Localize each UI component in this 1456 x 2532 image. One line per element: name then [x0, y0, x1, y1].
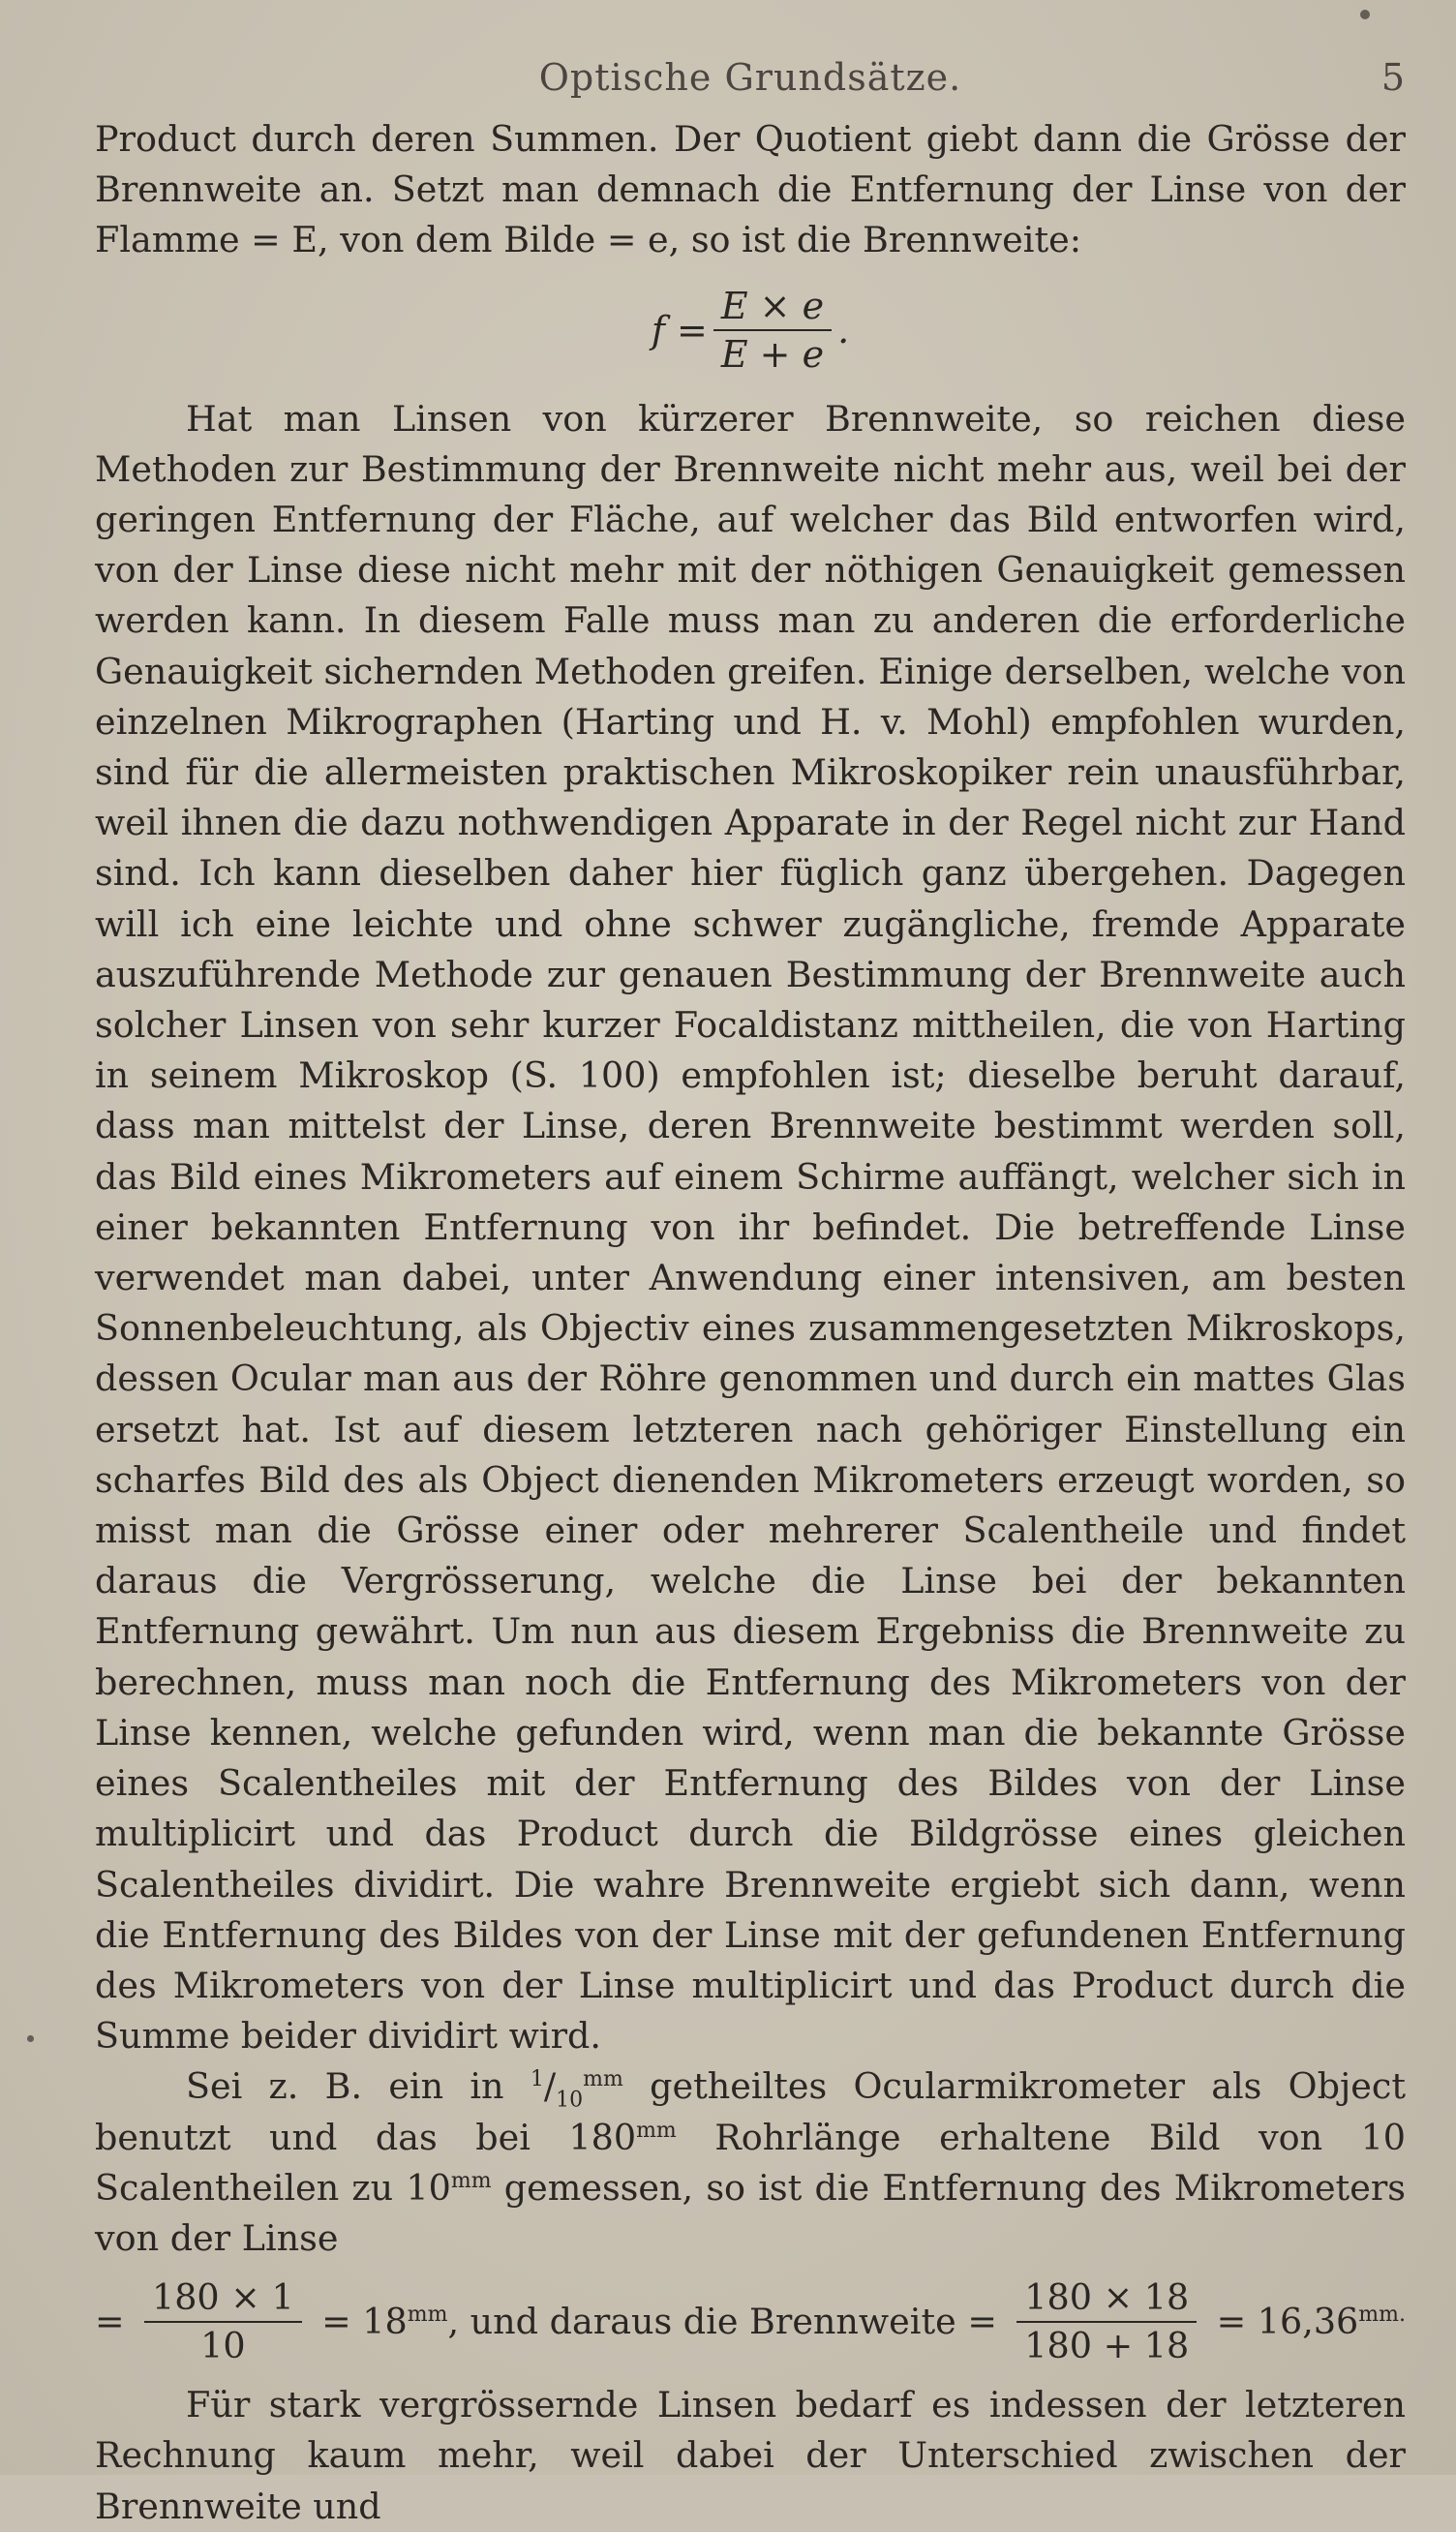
focal-length-formula — [95, 266, 1406, 394]
ink-speck — [27, 2035, 34, 2042]
page-body — [95, 114, 1406, 2532]
calc-fraction-2 — [1016, 2276, 1197, 2367]
paragraph-final: Für stark vergrössernde Linsen bedarf es indessen der letzteren Rechnung kaum mehr, weil dabei der Unterschied zwischen der Brennweite und — [95, 2384, 1406, 2527]
example-unit-3: mm — [450, 2168, 492, 2193]
calc-mid-text: , und daraus die Brennweite = — [447, 2301, 997, 2343]
formula-fraction — [713, 285, 832, 376]
calc-eq2: = 18 — [321, 2301, 408, 2343]
calc-result: = 16,36 — [1216, 2301, 1359, 2343]
example-text-d: gemessen, so ist die Entfernung des Mikrometers von der Linse — [95, 2166, 1406, 2259]
example-text-c: Rohrlänge erhaltene Bild von 10 Scalentheilen zu 10 — [95, 2116, 1407, 2209]
paragraph-method: Hat man Linsen von kürzerer Brennweite, so reichen diese Methoden zur Bestimmung der Brennweite nicht mehr aus, weil bei der geringen Entfernung der Fläche, auf welcher das Bild entworfen wird, von der Linse diese nicht mehr mit der nöthigen Genauigkeit gemessen werden kann. In diesem Falle muss man zu anderen die erforderliche Genauigkeit sichernden Methoden greifen. Einige derselben, welche von einzelnen Mikrographen (Harting und H. v. Mohl) empfohlen wurden, sind für die allermeisten praktischen Mikroskopiker rein unausführbar, weil ihnen die dazu nothwendigen Apparate in der Regel nicht zur Hand sind. Ich kann dieselben daher hier füglich ganz übergehen. Dagegen will ich eine leichte und ohne schwer zugängliche, fremde Apparate auszuführende Methode zur genauen Bestimmung der Brennweite auch solcher Linsen von sehr kurzer Focaldistanz mittheilen, die von Harting in seinem Mikroskop (S. 100) empfohlen ist; dieselbe beruht darauf, dass man mittelst der Linse, deren Brennweite bestimmt werden soll, das Bild eines Mikrometers auf einem Schirme auffängt, welcher sich in einer bekannten Entfernung von ihr befindet. Die betreffende Linse verwendet man dabei, unter Anwendung einer intensiven, am besten Sonnenbeleuchtung, als Objectiv eines zusammengesetzten Mikroskops, dessen Ocular man aus der Röhre genommen und durch ein mattes Glas ersetzt hat. Ist auf diesem letzteren nach gehöriger Einstellung ein scharfes Bild des als Object dienenden Mikrometers erzeugt worden, so misst man die Grösse einer oder mehrerer Scalentheile und findet daraus die Vergrösserung, welche die Linse bei der bekannten Entfernung gewährt. Um nun aus diesem Ergebniss die Brennweite zu berechnen, muss man noch die Entfernung des Mikrometers von der Linse kennen, welche gefunden wird, wenn man die bekannte Grösse eines Scalentheiles mit der Entfernung des Bildes von der Linse multiplicirt und das Product durch die Bildgrösse eines gleichen Scalentheiles dividirt. Die wahre Brennweite ergiebt sich dann, wenn die Entfernung des Bildes von der Linse mit der gefundenen Entfernung des Mikrometers von der Linse multiplicirt und das Product durch die Summe beider dividirt wird. — [95, 397, 1406, 2058]
calc-unit: mm — [407, 2302, 448, 2327]
running-head — [95, 56, 1406, 114]
page-number: 5 — [1380, 56, 1406, 99]
calc-fraction-1 — [144, 2276, 302, 2367]
calc-frac1-den: 10 — [200, 2325, 246, 2367]
example-unit-1: mm — [583, 2067, 623, 2092]
example-text-a: Sei z. B. ein in — [186, 2065, 531, 2108]
calc-result-group — [1217, 2297, 1406, 2347]
example-unit-2: mm — [636, 2118, 677, 2143]
running-title: Optische Grundsätze. — [538, 56, 962, 99]
formula-trail: . — [837, 308, 850, 351]
calc-eq2-group — [321, 2297, 997, 2347]
formula-numerator: E × e — [713, 285, 832, 331]
formula-denominator: E + e — [720, 332, 825, 376]
paragraph-continued: Product durch deren Summen. Der Quotient giebt dann die Grösse der Brennweite an. Setzt man demnach die Entfernung der Linse von der Flamme = E, von dem Bilde = e, so ist die Brennweite: — [95, 118, 1406, 261]
calculation-line — [95, 2264, 1406, 2380]
ink-speck — [1360, 10, 1370, 19]
calc-frac2-den: 180 + 18 — [1024, 2325, 1190, 2367]
calc-result-unit: mm. — [1358, 2302, 1406, 2327]
calc-frac1-num: 180 × 1 — [144, 2276, 302, 2323]
example-text-b: getheiltes Ocularmikrometer als Object benutzt und das bei 180 — [95, 2065, 1406, 2158]
example-fraction-num: 1 — [530, 2067, 544, 2092]
calc-frac2-num: 180 × 18 — [1016, 2276, 1197, 2323]
example-fraction-den: 10 — [556, 2088, 584, 2113]
formula-lhs: f = — [651, 308, 708, 351]
calc-eq1: = — [95, 2301, 125, 2343]
paragraph-example: Sei z. B. ein in $^1/_{10}^{mm}$ getheiltes Ocularmikrometer als Object benutzt und das bei $180^{mm}$ Rohrlänge erhaltene Bild von 10 Scalentheilen zu $10^{mm}$ gemessen, so ist die Entfernung des Mikrometers von der Linse — [95, 2065, 1407, 2259]
